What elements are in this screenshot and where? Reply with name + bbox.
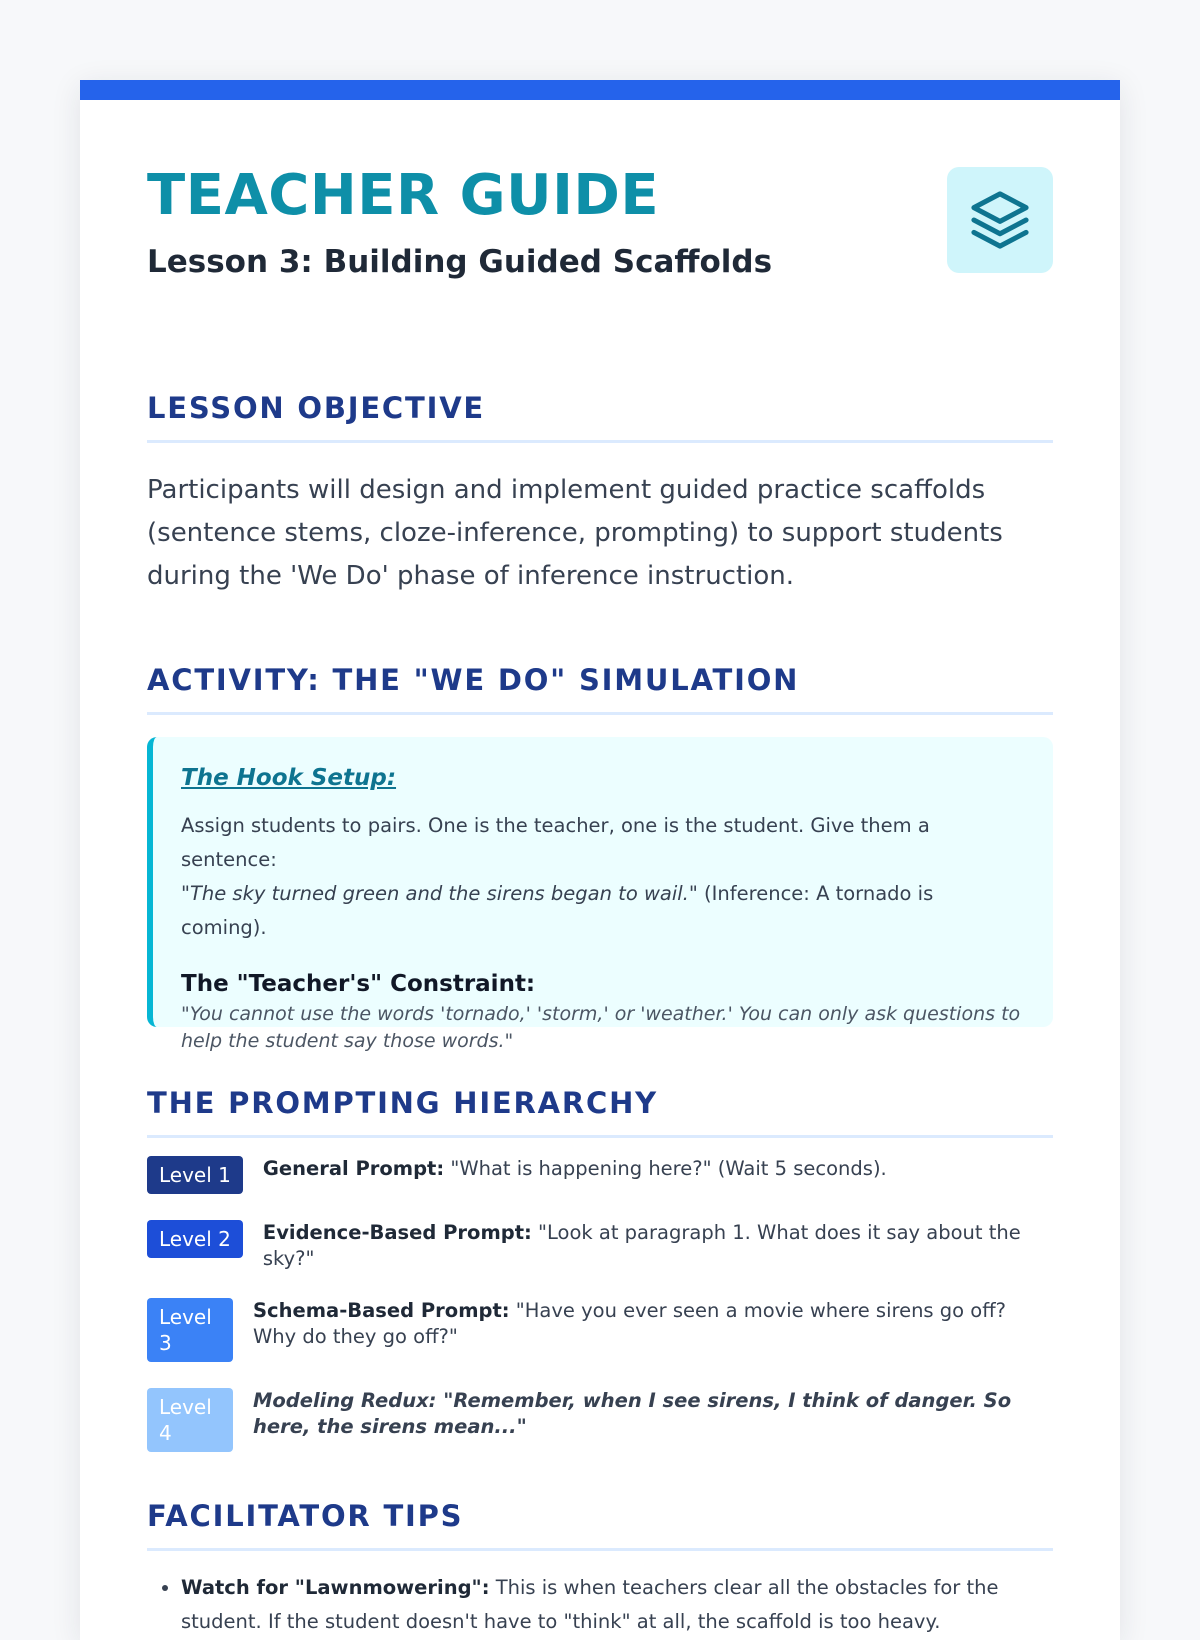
level-label: Modeling Redux: (253, 1389, 437, 1412)
tip-label: Watch for "Lawnmowering": (181, 1576, 490, 1599)
hook-inference: (Inference: A tornado is coming). (181, 882, 934, 939)
objective-text: Participants will design and implement guided practice scaffolds (sentence stems, cloze-inference, prompting) to support students during the 'We Do' phase of inference instruction. (147, 475, 1003, 591)
page-subtitle: Lesson 3: Building Guided Scaffolds (147, 244, 773, 280)
tip-text: This is when teachers clear all the obstacles for the student. If the student doesn't have to "think" at all, the scaffold is too heavy. (181, 1576, 999, 1633)
level-text (253, 1388, 1053, 1440)
tips-list (147, 1571, 1053, 1639)
hierarchy-section (147, 1083, 1053, 1452)
page-title: TEACHER GUIDE (147, 163, 660, 228)
level-prompt: "Look at paragraph 1. What does it say about the sky?" (262, 1221, 1021, 1270)
hook-title: The Hook Setup: (181, 765, 397, 791)
activity-heading: ACTIVITY: THE "WE DO" SIMULATION (147, 660, 1053, 715)
level-prompt: "What is happening here?" (Wait 5 seconds). (444, 1157, 887, 1180)
level-label: General Prompt: (262, 1157, 445, 1180)
hierarchy-level-2 (147, 1220, 1053, 1272)
hierarchy-heading: THE PROMPTING HIERARCHY (147, 1083, 1053, 1138)
guide-page (80, 80, 1120, 1640)
constraint-text: "You cannot use the words 'tornado,' 'storm,' or 'weather.' You can only ask questions to help the student say those words." (181, 1003, 1021, 1052)
level-text (263, 1220, 1053, 1272)
hook-text (181, 809, 1023, 945)
page-header (147, 100, 1053, 388)
constraint-title: The "Teacher's" Constraint: (181, 971, 536, 997)
tip-item (181, 1571, 1053, 1639)
tips-heading: FACILITATOR TIPS (147, 1496, 1053, 1551)
hierarchy-level-1 (147, 1156, 1053, 1194)
hierarchy-list (147, 1156, 1053, 1452)
hierarchy-level-4 (147, 1388, 1053, 1452)
level-badge: Level 2 (147, 1220, 243, 1258)
layers-icon (947, 167, 1053, 273)
level-label: Schema-Based Prompt: (253, 1299, 510, 1322)
level-prompt: "Remember, when I see sirens, I think of danger. So here, the sirens mean..." (253, 1389, 1012, 1438)
page-content (147, 100, 1053, 1639)
hook-quote: "The sky turned green and the sirens began to wail." (181, 882, 698, 905)
hook-callout (147, 737, 1053, 1052)
activity-section (147, 660, 1053, 1052)
hierarchy-level-3 (147, 1298, 1053, 1362)
level-badge: Level 1 (147, 1156, 243, 1194)
objective-heading: LESSON OBJECTIVE (147, 388, 1053, 443)
level-badge: Level 3 (147, 1298, 233, 1362)
level-text (263, 1156, 887, 1182)
objective-section (147, 388, 1053, 598)
level-prompt: "Have you ever seen a movie where sirens go off? Why do they go off?" (253, 1299, 1007, 1348)
tips-section (147, 1496, 1053, 1639)
top-accent-bar (80, 80, 1120, 100)
level-badge: Level 4 (147, 1388, 233, 1452)
level-text (253, 1298, 1053, 1350)
hook-instructions: Assign students to pairs. One is the teacher, one is the student. Give them a sentence: (181, 814, 930, 871)
level-label: Evidence-Based Prompt: (262, 1221, 532, 1244)
